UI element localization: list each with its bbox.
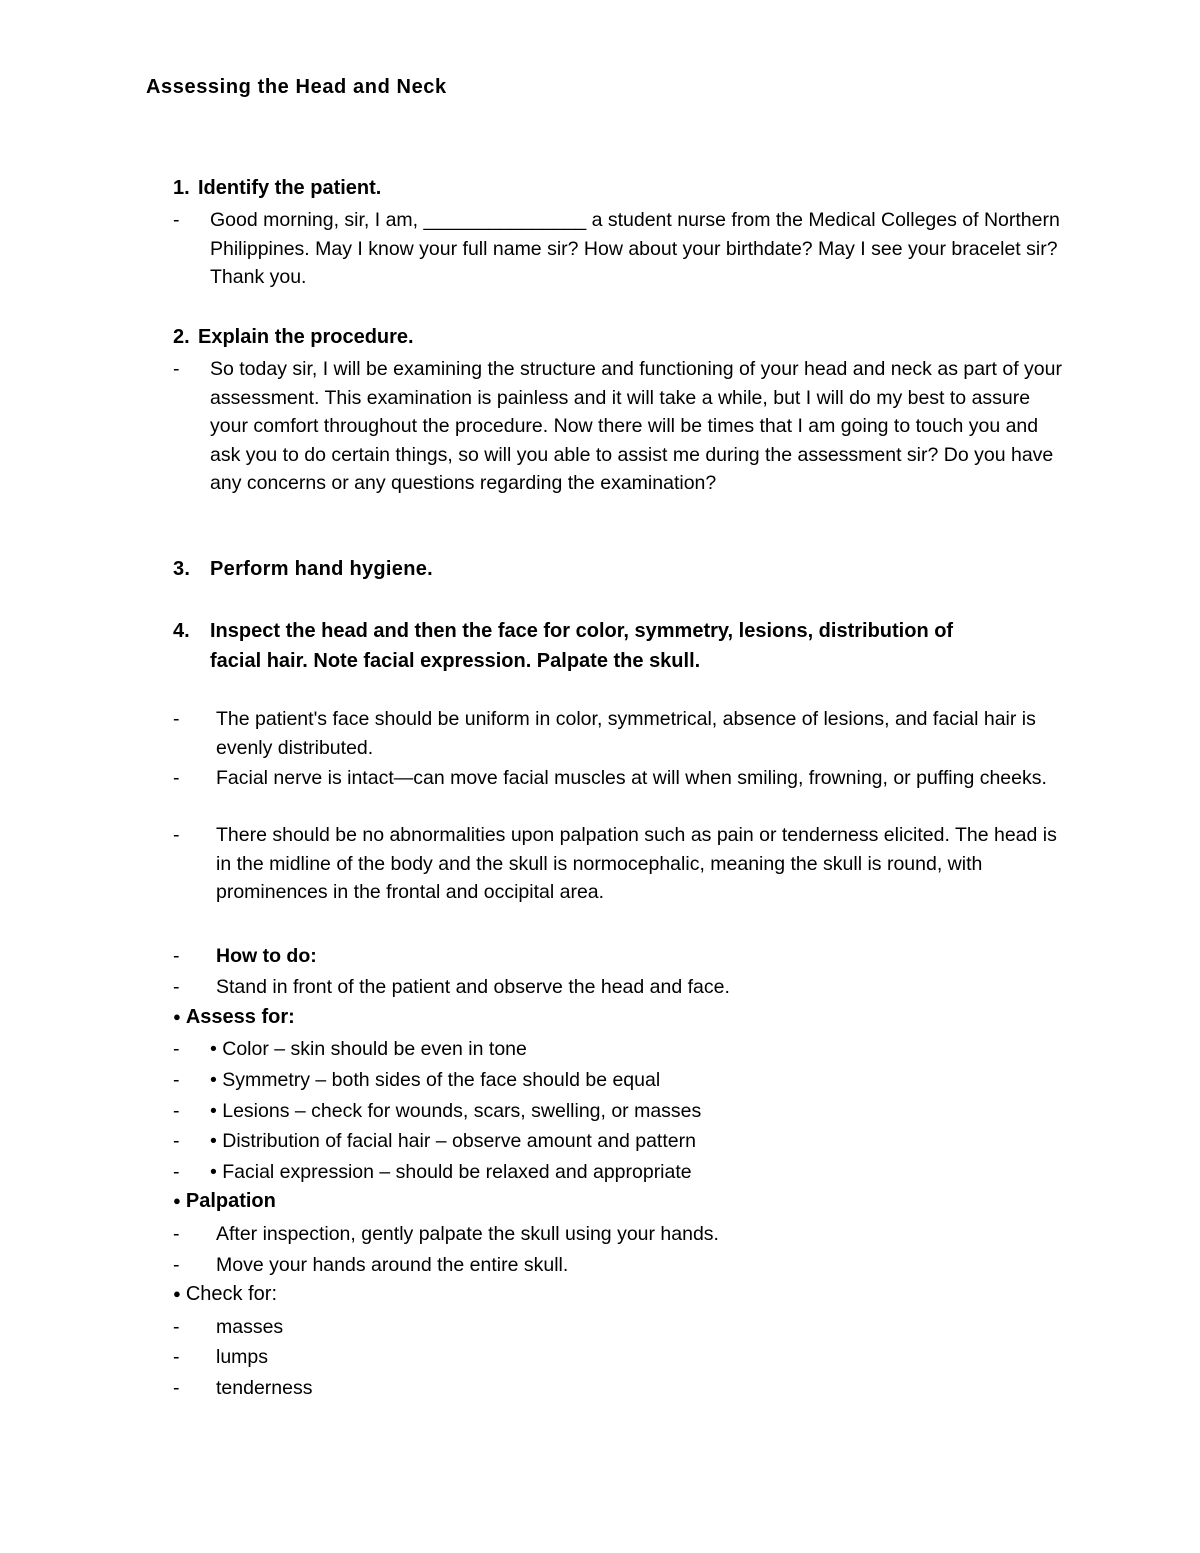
step-1-heading: [173, 177, 381, 200]
step-4-heading: [173, 616, 953, 676]
list-item: [173, 1127, 1073, 1156]
list-item: [173, 1374, 1073, 1403]
bullet-marker: ●: [173, 1009, 181, 1024]
list-item: [173, 1220, 1073, 1249]
step-number: 4.: [173, 620, 190, 642]
list-item: [173, 355, 1073, 498]
step-3-heading: [173, 558, 433, 581]
list-item: [173, 1343, 1073, 1372]
list-item: [173, 705, 1073, 762]
check-for-heading-text: Check for:: [185, 1283, 278, 1305]
assess-for-heading-text: Assess for:: [185, 1006, 295, 1028]
bullet-marker: ●: [173, 1286, 181, 1301]
list-item-text: Move your hands around the entire skull.: [216, 1254, 569, 1276]
list-item: [173, 1313, 1073, 1342]
dash-marker: -: [173, 945, 180, 967]
check-for-heading: [173, 1283, 277, 1306]
step-heading-text: Perform hand hygiene.: [210, 558, 434, 580]
list-item-text: lumps: [216, 1346, 269, 1368]
list-item: [173, 821, 1073, 907]
list-item-text: • Symmetry – both sides of the face should be equal: [210, 1069, 661, 1091]
list-item-text: • Facial expression – should be relaxed and appropriate: [210, 1161, 692, 1183]
step-heading-line-1: Inspect the head and then the face for color, symmetry, lesions, distribution of: [210, 620, 954, 642]
list-item-text: Good morning, sir, I am, _______________ a student nurse from the Medical Colleges of Northern Philippines. May I know your full name sir? How about your birthdate? May I see your bracelet sir? Thank you.: [210, 209, 1060, 288]
dash-marker: -: [173, 1316, 180, 1338]
step-heading-line-2: facial hair. Note facial expression. Palpate the skull.: [210, 650, 701, 672]
list-item: [173, 764, 1073, 793]
bullet-marker: ●: [173, 1193, 181, 1208]
palpation-heading-text: Palpation: [185, 1190, 276, 1212]
list-item: [173, 1251, 1073, 1280]
list-item-text: • Lesions – check for wounds, scars, swelling, or masses: [210, 1100, 702, 1122]
dash-marker: -: [173, 976, 180, 998]
list-item-text: • Color – skin should be even in tone: [210, 1038, 527, 1060]
list-item-text: tenderness: [216, 1377, 313, 1399]
how-to-heading: How to do:: [216, 945, 317, 967]
palpation-heading: [173, 1190, 276, 1213]
step-number: 3.: [173, 558, 191, 580]
dash-marker: -: [173, 1100, 180, 1122]
list-item: [173, 1035, 1073, 1064]
list-item-text: The patient's face should be uniform in color, symmetrical, absence of lesions, and facial hair is evenly distributed.: [216, 708, 1036, 759]
list-item: [173, 1066, 1073, 1095]
list-item-text: After inspection, gently palpate the skull using your hands.: [216, 1223, 719, 1245]
dash-marker: -: [173, 824, 180, 846]
dash-marker: -: [173, 708, 180, 730]
list-item: [173, 1158, 1073, 1187]
dash-marker: -: [173, 1254, 180, 1276]
dash-marker: -: [173, 358, 180, 380]
list-item: [173, 1097, 1073, 1126]
list-item: [173, 942, 1073, 971]
list-item-text: So today sir, I will be examining the structure and functioning of your head and neck as part of your assessment. This examination is painless and it will take a while, but I will do my best to assure your comfort throughout the procedure. Now there will be times that I am going to touch you and ask you to do certain things, so will you able to assist me during the assessment sir? Do you have any concerns or any questions regarding the examination?: [210, 358, 1062, 494]
list-item-text: • Distribution of facial hair – observe amount and pattern: [210, 1130, 696, 1152]
dash-marker: -: [173, 1161, 180, 1183]
dash-marker: -: [173, 1377, 180, 1399]
step-heading-text: Explain the procedure.: [198, 326, 414, 348]
assess-for-heading: [173, 1006, 295, 1029]
document-title: Assessing the Head and Neck: [146, 76, 447, 98]
dash-marker: -: [173, 1038, 180, 1060]
step-number: 2.: [173, 326, 190, 348]
list-item-text: masses: [216, 1316, 284, 1338]
dash-marker: -: [173, 209, 180, 231]
list-item-text: Stand in front of the patient and observe the head and face.: [216, 976, 730, 998]
list-item-text: Facial nerve is intact—can move facial muscles at will when smiling, frowning, or puffing cheeks.: [216, 767, 1047, 789]
list-item-text: There should be no abnormalities upon palpation such as pain or tenderness elicited. The head is in the midline of the body and the skull is normocephalic, meaning the skull is round, with prominences in the frontal and occipital area.: [216, 824, 1057, 903]
list-item: [173, 206, 1073, 292]
dash-marker: -: [173, 1130, 180, 1152]
dash-marker: -: [173, 767, 180, 789]
step-heading-text: Identify the patient.: [198, 177, 382, 199]
step-2-heading: [173, 326, 414, 349]
step-number: 1.: [173, 177, 190, 199]
dash-marker: -: [173, 1346, 180, 1368]
dash-marker: -: [173, 1223, 180, 1245]
dash-marker: -: [173, 1069, 180, 1091]
list-item: [173, 973, 1073, 1002]
